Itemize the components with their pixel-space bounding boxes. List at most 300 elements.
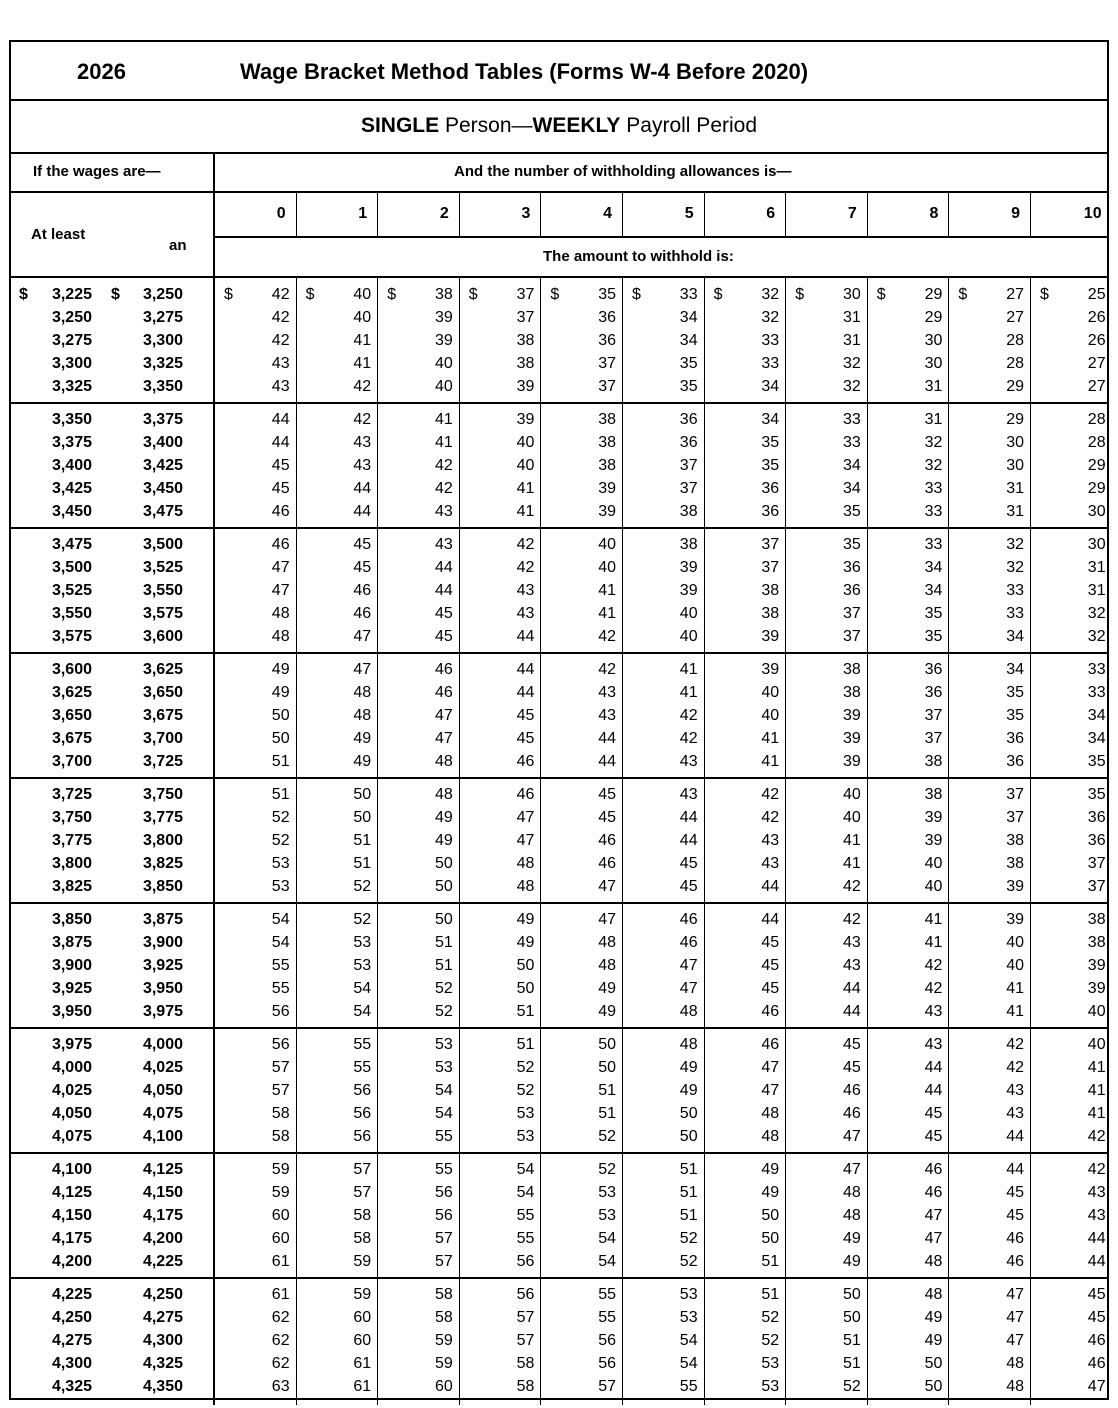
withholding-amount: 30 — [924, 332, 943, 349]
wage-at-least: 3,900 — [51, 957, 92, 974]
withholding-amount: 45 — [516, 707, 535, 724]
table-row — [11, 378, 1107, 401]
withholding-amount: 34 — [1087, 707, 1106, 724]
wage-less-than: 4,325 — [142, 1355, 183, 1372]
wage-less-than: 4,200 — [142, 1230, 183, 1247]
withholding-amount: 46 — [516, 753, 535, 770]
withholding-amount: 36 — [1006, 753, 1024, 770]
withholding-amount: 41 — [1087, 1059, 1106, 1076]
withholding-amount: 46 — [1087, 1332, 1106, 1349]
withholding-amount: 48 — [679, 1003, 698, 1020]
table-row — [11, 411, 1107, 434]
withholding-amount: 38 — [843, 684, 861, 701]
table-row — [11, 832, 1107, 855]
wage-less-than: 3,250 — [142, 286, 183, 303]
divider — [867, 193, 868, 236]
withholding-amount: 41 — [516, 503, 535, 520]
withholding-amount: 36 — [1087, 832, 1106, 849]
withholding-amount: 45 — [598, 809, 616, 826]
wage-at-least: 3,225 — [51, 286, 92, 303]
wage-at-least: 3,325 — [51, 378, 92, 395]
withholding-amount: 38 — [761, 582, 780, 599]
withholding-amount: 29 — [1087, 480, 1106, 497]
withholding-amount: 47 — [353, 661, 372, 678]
withholding-amount: 35 — [679, 378, 698, 395]
table-title: Wage Bracket Method Tables (Forms W-4 Before 2020) — [240, 59, 809, 84]
withholding-amount: 53 — [353, 957, 372, 974]
wage-at-least: 3,800 — [51, 855, 92, 872]
withholding-amount: 37 — [761, 559, 780, 576]
withholding-amount: 39 — [843, 730, 861, 747]
withholding-amount: 37 — [1087, 878, 1106, 895]
dollar-sign: $ — [713, 286, 723, 303]
withholding-amount: 57 — [435, 1253, 453, 1270]
withholding-amount: 48 — [598, 957, 616, 974]
withholding-amount: 51 — [435, 934, 453, 951]
withholding-amount: 38 — [679, 536, 698, 553]
withholding-amount: 44 — [1006, 1128, 1024, 1145]
allowance-col-header: 4 — [603, 205, 612, 222]
withholding-amount: 29 — [924, 309, 943, 326]
withholding-amount: 40 — [679, 628, 698, 645]
withholding-amount: 50 — [598, 1036, 616, 1053]
table-row — [11, 1059, 1107, 1082]
withholding-amount: 40 — [761, 684, 780, 701]
withholding-amount: 27 — [1087, 355, 1106, 372]
table-row — [11, 911, 1107, 934]
withholding-amount: 37 — [679, 480, 698, 497]
withholding-amount: 40 — [924, 878, 943, 895]
allowance-col-header: 2 — [439, 205, 449, 222]
group-divider — [11, 777, 1107, 779]
withholding-amount: 34 — [843, 480, 861, 497]
wage-at-least: 3,375 — [51, 434, 92, 451]
withholding-amount: 50 — [924, 1355, 943, 1372]
withholding-amount: 37 — [843, 628, 861, 645]
table-row — [11, 503, 1107, 526]
wage-at-least: 4,250 — [51, 1309, 92, 1326]
withholding-amount: 53 — [516, 1105, 535, 1122]
divider — [948, 193, 949, 236]
withholding-amount: 44 — [353, 480, 372, 497]
wage-at-least: 3,525 — [51, 582, 92, 599]
withholding-amount: 50 — [924, 1378, 943, 1395]
withholding-amount: 52 — [353, 911, 372, 928]
withholding-amount: 43 — [435, 536, 453, 553]
withholding-amount: 32 — [843, 355, 861, 372]
withholding-amount: 46 — [679, 911, 698, 928]
withholding-amount: 44 — [843, 1003, 861, 1020]
withholding-amount: 38 — [516, 332, 535, 349]
withholding-amount: 45 — [761, 957, 780, 974]
wage-at-least: 4,200 — [51, 1253, 92, 1270]
withholding-amount: 48 — [435, 753, 453, 770]
withholding-amount: 42 — [843, 911, 861, 928]
withholding-amount: 49 — [271, 661, 290, 678]
withholding-amount: 31 — [1006, 480, 1024, 497]
withholding-amount: 35 — [843, 503, 861, 520]
withholding-amount: 54 — [598, 1253, 616, 1270]
dollar-sign: $ — [1040, 286, 1049, 303]
withholding-amount: 50 — [271, 730, 290, 747]
wage-less-than: 4,225 — [142, 1253, 183, 1270]
table-row — [11, 707, 1107, 730]
wage-at-least: 3,600 — [51, 661, 92, 678]
group-divider — [11, 527, 1107, 529]
withholding-amount: 38 — [679, 503, 698, 520]
withholding-amount: 58 — [435, 1309, 453, 1326]
withholding-amount: 46 — [843, 1105, 861, 1122]
withholding-amount: 51 — [598, 1082, 616, 1099]
table-row — [11, 957, 1107, 980]
withholding-amount: 52 — [516, 1082, 535, 1099]
withholding-amount: 42 — [435, 457, 453, 474]
wage-less-than: 3,975 — [142, 1003, 183, 1020]
table-row — [11, 628, 1107, 651]
withholding-amount: 41 — [843, 855, 861, 872]
wage-less-than: 4,275 — [142, 1309, 183, 1326]
withholding-amount: 45 — [1087, 1286, 1106, 1303]
withholding-amount: 45 — [924, 1105, 943, 1122]
withholding-amount: 27 — [1087, 378, 1106, 395]
withholding-amount: 30 — [1087, 536, 1106, 553]
table-row — [11, 1286, 1107, 1309]
wage-at-least: 4,150 — [51, 1207, 92, 1224]
divider — [214, 236, 1107, 238]
withholding-amount: 56 — [353, 1128, 372, 1145]
wage-at-least: 4,125 — [51, 1184, 92, 1201]
withholding-amount: 40 — [598, 559, 616, 576]
wage-at-least: 3,675 — [51, 730, 92, 747]
withholding-amount: 43 — [679, 753, 698, 770]
withholding-amount: 27 — [1006, 286, 1024, 303]
wage-at-least: 3,500 — [51, 559, 92, 576]
withholding-amount: 48 — [761, 1105, 780, 1122]
withholding-amount: 41 — [924, 911, 943, 928]
withholding-amount: 46 — [271, 536, 290, 553]
withholding-amount: 38 — [598, 457, 616, 474]
withholding-amount: 49 — [353, 753, 372, 770]
withholding-amount: 45 — [843, 1059, 861, 1076]
wage-at-least: 4,325 — [51, 1378, 92, 1395]
withholding-amount: 40 — [598, 536, 616, 553]
wage-at-least: 3,550 — [51, 605, 92, 622]
withholding-amount: 44 — [598, 753, 616, 770]
withholding-amount: 37 — [679, 457, 698, 474]
withholding-amount: 38 — [761, 605, 780, 622]
withholding-amount: 59 — [353, 1253, 372, 1270]
withholding-amount: 45 — [435, 628, 453, 645]
withholding-amount: 43 — [1087, 1184, 1106, 1201]
withholding-amount: 38 — [1006, 855, 1024, 872]
withholding-amount: 38 — [598, 411, 616, 428]
withholding-amount: 52 — [271, 809, 290, 826]
withholding-amount: 54 — [679, 1332, 698, 1349]
withholding-amount: 53 — [435, 1036, 453, 1053]
withholding-amount: 38 — [1006, 832, 1024, 849]
withholding-amount: 48 — [271, 605, 290, 622]
table-row — [11, 1253, 1107, 1276]
withholding-amount: 62 — [271, 1355, 290, 1372]
payroll-period: WEEKLY — [532, 114, 621, 137]
withholding-amount: 41 — [353, 355, 372, 372]
withholding-amount: 33 — [1087, 684, 1106, 701]
allowance-col-header: 1 — [358, 205, 368, 222]
withholding-amount: 37 — [1087, 855, 1106, 872]
withholding-amount: 34 — [761, 378, 780, 395]
withholding-amount: 51 — [516, 1003, 535, 1020]
withholding-amount: 44 — [516, 661, 535, 678]
withholding-amount: 53 — [598, 1184, 616, 1201]
wage-at-least: 3,475 — [51, 536, 92, 553]
withholding-amount: 49 — [271, 684, 290, 701]
table-row — [11, 1309, 1107, 1332]
dollar-sign: $ — [111, 286, 120, 303]
withholding-amount: 38 — [516, 355, 535, 372]
withholding-amount: 45 — [516, 730, 535, 747]
withholding-amount: 46 — [598, 832, 616, 849]
withholding-amount: 54 — [271, 934, 290, 951]
withholding-amount: 57 — [598, 1378, 616, 1395]
withholding-amount: 46 — [598, 855, 616, 872]
wage-less-than: 4,025 — [142, 1059, 183, 1076]
withholding-amount: 45 — [679, 878, 698, 895]
withholding-amount: 47 — [679, 980, 698, 997]
allowance-col-header: 9 — [1011, 205, 1020, 222]
withholding-amount: 55 — [435, 1161, 453, 1178]
withholding-amount: 61 — [271, 1286, 290, 1303]
withholding-amount: 47 — [435, 730, 453, 747]
wage-at-least: 3,425 — [51, 480, 92, 497]
withholding-amount: 50 — [435, 878, 453, 895]
withholding-amount: 34 — [761, 411, 780, 428]
withholding-amount: 40 — [435, 378, 453, 395]
withholding-amount: 52 — [516, 1059, 535, 1076]
withholding-amount: 46 — [924, 1161, 943, 1178]
withholding-amount: 44 — [1006, 1161, 1024, 1178]
withholding-amount: 42 — [353, 378, 372, 395]
withholding-amount: 38 — [435, 286, 453, 303]
withholding-amount: 40 — [353, 286, 372, 303]
withholding-amount: 48 — [1006, 1355, 1024, 1372]
withholding-amount: 59 — [435, 1332, 453, 1349]
withholding-amount: 40 — [1087, 1036, 1106, 1053]
withholding-amount: 48 — [843, 1184, 861, 1201]
withholding-amount: 47 — [516, 832, 535, 849]
table-row — [11, 1184, 1107, 1207]
withholding-amount: 36 — [679, 411, 698, 428]
withholding-amount: 58 — [516, 1378, 535, 1395]
withholding-amount: 36 — [843, 559, 861, 576]
withholding-amount: 40 — [843, 809, 861, 826]
withholding-amount: 56 — [598, 1355, 616, 1372]
withholding-amount: 46 — [435, 661, 453, 678]
withholding-amount: 37 — [516, 286, 535, 303]
withholding-amount: 58 — [271, 1105, 290, 1122]
withholding-amount: 33 — [1006, 605, 1024, 622]
withholding-amount: 35 — [1006, 684, 1024, 701]
withholding-amount: 33 — [1087, 661, 1106, 678]
wage-less-than: 3,375 — [142, 411, 183, 428]
withholding-amount: 50 — [353, 809, 372, 826]
withholding-amount: 53 — [271, 855, 290, 872]
withholding-amount: 57 — [516, 1332, 535, 1349]
withholding-amount: 42 — [598, 628, 616, 645]
withholding-amount: 37 — [516, 309, 535, 326]
withholding-amount: 35 — [598, 286, 616, 303]
withholding-amount: 47 — [679, 957, 698, 974]
withholding-amount: 54 — [271, 911, 290, 928]
withholding-amount: 42 — [353, 411, 372, 428]
withholding-amount: 35 — [1087, 753, 1106, 770]
withholding-amount: 48 — [271, 628, 290, 645]
withholding-amount: 40 — [353, 309, 372, 326]
withholding-amount: 43 — [924, 1036, 943, 1053]
wage-at-least: 3,350 — [51, 411, 92, 428]
table-row — [11, 753, 1107, 776]
withholding-amount: 35 — [843, 536, 861, 553]
withholding-amount: 54 — [435, 1082, 453, 1099]
withholding-amount: 55 — [598, 1286, 616, 1303]
withholding-amount: 61 — [271, 1253, 290, 1270]
withholding-amount: 43 — [761, 832, 780, 849]
withholding-amount: 51 — [843, 1332, 861, 1349]
withholding-amount: 39 — [516, 378, 535, 395]
withholding-amount: 37 — [924, 730, 943, 747]
divider — [213, 152, 215, 278]
wage-at-least: 4,300 — [51, 1355, 92, 1372]
withholding-amount: 56 — [353, 1082, 372, 1099]
withholding-amount: 46 — [924, 1184, 943, 1201]
wage-less-than: 3,300 — [142, 332, 183, 349]
allowance-col-header: 5 — [684, 205, 694, 222]
withholding-amount: 42 — [271, 332, 290, 349]
table-row — [11, 730, 1107, 753]
title-bar — [11, 42, 1107, 101]
withholding-amount: 46 — [516, 786, 535, 803]
dollar-sign: $ — [305, 286, 315, 303]
table-row — [11, 855, 1107, 878]
wage-less-than: 4,175 — [142, 1207, 183, 1224]
withholding-amount: 32 — [924, 434, 943, 451]
withholding-amount: 31 — [1006, 503, 1024, 520]
withholding-amount: 43 — [1006, 1082, 1024, 1099]
withholding-amount: 40 — [679, 605, 698, 622]
withholding-amount: 61 — [353, 1378, 372, 1395]
withholding-amount: 41 — [1087, 1082, 1106, 1099]
withholding-amount: 44 — [353, 503, 372, 520]
withholding-amount: 51 — [598, 1105, 616, 1122]
withholding-amount: 45 — [761, 934, 780, 951]
wage-at-least: 3,275 — [51, 332, 92, 349]
withholding-amount: 41 — [679, 684, 698, 701]
withholding-amount: 36 — [761, 480, 780, 497]
table-row — [11, 1355, 1107, 1378]
dollar-sign: $ — [19, 286, 28, 303]
dollar-sign: $ — [958, 286, 968, 303]
withholding-amount: 57 — [353, 1161, 372, 1178]
less-than-label: an — [169, 237, 187, 254]
table-row — [11, 434, 1107, 457]
withholding-amount: 44 — [843, 980, 861, 997]
withholding-amount: 48 — [1006, 1378, 1024, 1395]
wage-less-than: 4,150 — [142, 1184, 183, 1201]
withholding-amount: 35 — [1006, 707, 1024, 724]
withholding-amount: 36 — [924, 661, 943, 678]
withholding-amount: 33 — [1006, 582, 1024, 599]
withholding-amount: 43 — [1087, 1207, 1106, 1224]
withholding-amount: 53 — [516, 1128, 535, 1145]
withholding-amount: 33 — [924, 536, 943, 553]
withholding-amount: 56 — [435, 1184, 453, 1201]
withholding-amount: 47 — [435, 707, 453, 724]
withholding-amount: 56 — [353, 1105, 372, 1122]
withholding-amount: 31 — [1087, 559, 1106, 576]
withholding-amount: 47 — [1006, 1286, 1024, 1303]
withholding-amount: 44 — [271, 434, 290, 451]
withholding-amount: 41 — [435, 434, 453, 451]
allowances-header: And the number of withholding allowances is— — [454, 163, 792, 180]
withholding-amount: 58 — [435, 1286, 453, 1303]
withholding-amount: 32 — [761, 286, 780, 303]
wage-at-least: 3,300 — [51, 355, 92, 372]
withholding-amount: 60 — [353, 1332, 372, 1349]
withholding-amount: 44 — [271, 411, 290, 428]
withholding-amount: 32 — [1087, 605, 1106, 622]
withholding-amount: 55 — [271, 980, 290, 997]
withholding-amount: 35 — [924, 605, 943, 622]
withholding-amount: 47 — [761, 1082, 780, 1099]
wage-less-than: 3,775 — [142, 809, 183, 826]
withholding-amount: 60 — [435, 1378, 453, 1395]
wage-at-least: 4,100 — [51, 1161, 92, 1178]
withholding-amount: 41 — [516, 480, 535, 497]
withholding-amount: 38 — [843, 661, 861, 678]
withholding-amount: 39 — [1087, 980, 1106, 997]
withholding-amount: 45 — [761, 980, 780, 997]
withholding-amount: 52 — [679, 1230, 698, 1247]
withholding-amount: 51 — [353, 855, 372, 872]
withholding-amount: 44 — [924, 1082, 943, 1099]
withholding-amount: 57 — [516, 1309, 535, 1326]
dollar-sign: $ — [224, 286, 233, 303]
withholding-amount: 34 — [924, 582, 943, 599]
withholding-amount: 40 — [1006, 934, 1024, 951]
withholding-amount: 53 — [679, 1286, 698, 1303]
table-row — [11, 457, 1107, 480]
withholding-amount: 47 — [1006, 1309, 1024, 1326]
withholding-amount: 50 — [353, 786, 372, 803]
withholding-amount: 51 — [679, 1207, 698, 1224]
withholding-amount: 39 — [435, 309, 453, 326]
wage-at-least: 3,700 — [51, 753, 92, 770]
dollar-sign: $ — [550, 286, 560, 303]
withholding-amount: 47 — [1006, 1332, 1024, 1349]
withholding-amount: 28 — [1006, 355, 1024, 372]
table-year: 2026 — [77, 59, 126, 84]
withholding-amount: 30 — [1006, 457, 1024, 474]
withholding-amount: 52 — [435, 1003, 453, 1020]
withholding-amount: 34 — [1006, 661, 1024, 678]
divider — [704, 193, 705, 236]
table-row — [11, 332, 1107, 355]
withholding-amount: 50 — [435, 911, 453, 928]
table-row — [11, 809, 1107, 832]
withholding-amount: 39 — [679, 582, 698, 599]
withholding-amount: 43 — [843, 934, 861, 951]
withholding-amount: 42 — [1006, 1036, 1024, 1053]
withholding-amount: 52 — [761, 1332, 780, 1349]
